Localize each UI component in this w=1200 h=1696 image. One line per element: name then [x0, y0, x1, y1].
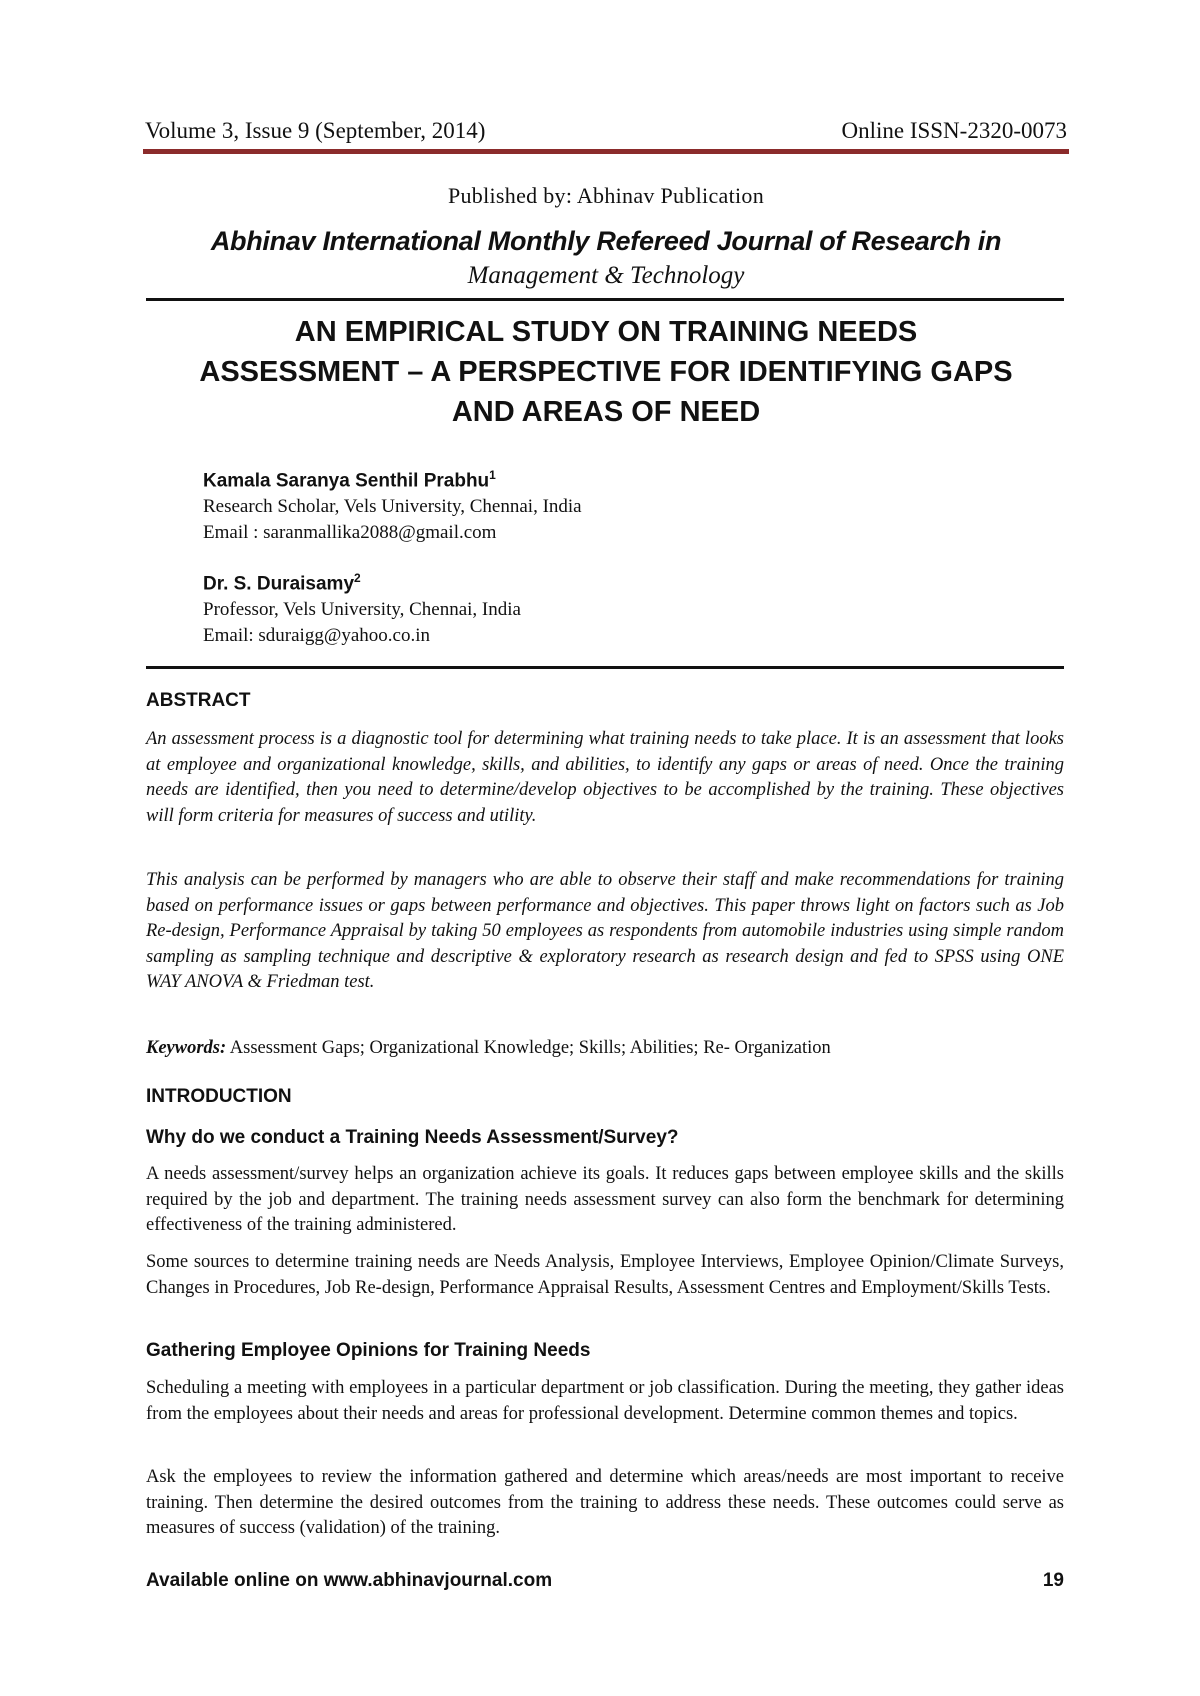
availability-link[interactable]: Available online on www.abhinavjournal.com [146, 1570, 553, 1591]
subheading-gathering: Gathering Employee Opinions for Training Needs [146, 1340, 591, 1361]
keywords-list: Assessment Gaps; Organizational Knowledge; Skills; Abilities; Re- Organization [226, 1038, 831, 1058]
volume-issue: Volume 3, Issue 9 (September, 2014) [145, 118, 486, 143]
author-email[interactable]: Email : saranmallika2088@gmail.com [203, 522, 497, 544]
introduction-heading: INTRODUCTION [146, 1086, 292, 1107]
paper-title [130, 312, 1082, 432]
authors-rule-bottom [146, 666, 1064, 669]
abstract-heading: ABSTRACT [146, 690, 251, 711]
header-rule [143, 149, 1069, 154]
author-name-text: Kamala Saranya Senthil Prabhu [203, 470, 490, 492]
page-footer [146, 1570, 1064, 1592]
author-affiliation: Research Scholar, Vels University, Chennai, India [203, 496, 582, 518]
journal-subtitle: Management & Technology [467, 262, 745, 289]
author-affiliation: Professor, Vels University, Chennai, India [203, 599, 521, 621]
author-1 [203, 462, 582, 546]
author-superscript: 1 [489, 468, 496, 482]
journal-name: Abhinav International Monthly Refereed Journal of Research in [210, 226, 1002, 256]
author-name [203, 462, 582, 494]
title-rule-top [146, 298, 1064, 301]
title-line: ASSESSMENT – A PERSPECTIVE FOR IDENTIFYING GAPS [199, 356, 1013, 388]
body-paragraph: Some sources to determine training needs are Needs Analysis, Employee Interviews, Employee Opinion/Climate Surveys, Changes in Procedures, Job Re-design, Performance Appraisal Results, Assessment Centres and Employment/Skills Tests. [146, 1252, 1064, 1298]
author-superscript: 2 [354, 571, 361, 585]
author-name-text: Dr. S. Duraisamy [203, 573, 355, 595]
abstract-paragraph: This analysis can be performed by managers who are able to observe their staff and make recommendations for training based on performance issues or gaps between performance and objectives. This paper throws light on factors such as Job Re-design, Performance Appraisal by taking 50 employees as respondents from automobile industries using simple random sampling as sampling technique and descriptive & exploratory research as research design and fed to SPSS using ONE WAY ANOVA & Friedman test. [146, 870, 1064, 992]
author-2 [203, 565, 521, 649]
keywords-line [146, 1036, 1064, 1062]
subheading-why: Why do we conduct a Training Needs Assessment/Survey? [146, 1127, 679, 1148]
title-line: AN EMPIRICAL STUDY ON TRAINING NEEDS [294, 316, 918, 348]
body-paragraph: A needs assessment/survey helps an organization achieve its goals. It reduces gaps between employee skills and the skills required by the job and department. The training needs assessment survey can also form the benchmark for determining effectiveness of the training administered. [146, 1164, 1064, 1235]
body-paragraph: Scheduling a meeting with employees in a particular department or job classification. During the meeting, they gather ideas from the employees about their needs and areas for professional development. Determine common themes and topics. [146, 1378, 1064, 1424]
page-number: 19 [1042, 1570, 1064, 1591]
abstract-paragraph: An assessment process is a diagnostic tool for determining what training needs to take place. It is an assessment that looks at employee and organizational knowledge, skills, and abilities, to identify any gaps or areas of need. Once the training needs are identified, then you need to determine/develop objectives to be accomplished by the training. These objectives will form criteria for measures of success and utility. [146, 729, 1064, 826]
title-line: AND AREAS OF NEED [451, 396, 761, 428]
running-header [145, 118, 1067, 144]
body-paragraph: Ask the employees to review the information gathered and determine which areas/needs are most important to receive training. Then determine the desired outcomes from the training to address these needs. These outcomes could serve as measures of success (validation) of the training. [146, 1467, 1064, 1538]
online-issn: Online ISSN-2320-0073 [841, 118, 1067, 143]
author-name [203, 565, 521, 597]
publisher-line: Published by: Abhinav Publication [447, 183, 765, 208]
keywords-label: Keywords: [146, 1038, 227, 1058]
author-email[interactable]: Email: sduraigg@yahoo.co.in [203, 625, 430, 647]
